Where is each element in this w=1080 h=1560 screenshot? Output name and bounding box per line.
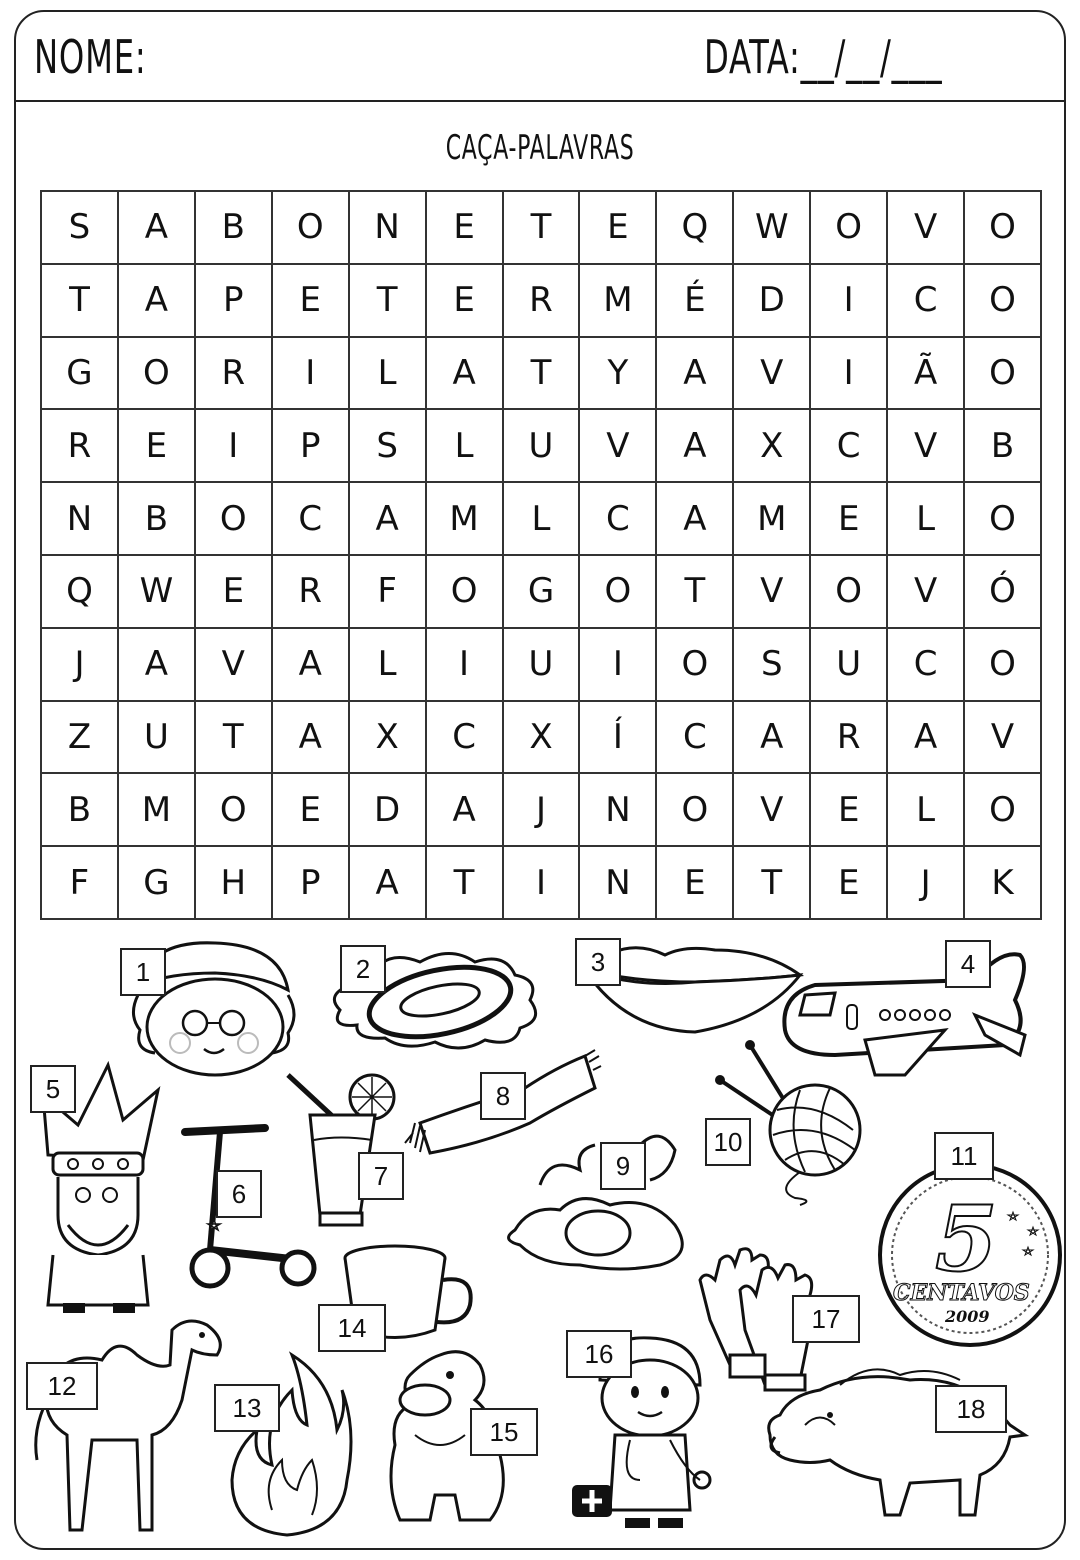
grid-cell: V [888, 192, 965, 265]
grid-cell: L [504, 483, 581, 556]
coin-value: 5 [935, 1186, 998, 1292]
grid-cell: P [196, 265, 273, 338]
grid-cell: A [657, 338, 734, 411]
grid-cell: O [811, 192, 888, 265]
grid-cell: D [734, 265, 811, 338]
grid-cell: V [734, 774, 811, 847]
grid-cell: B [119, 483, 196, 556]
picture-number: 16 [566, 1330, 632, 1378]
grid-cell: K [965, 847, 1042, 920]
picture-number: 13 [214, 1384, 280, 1432]
grid-cell: U [504, 629, 581, 702]
grid-cell: É [657, 265, 734, 338]
grid-cell: I [811, 338, 888, 411]
picture-number: 15 [470, 1408, 538, 1456]
grid-cell: E [273, 265, 350, 338]
grid-cell: I [580, 629, 657, 702]
picture-number: 10 [705, 1118, 751, 1166]
grid-cell: J [504, 774, 581, 847]
grid-cell: A [350, 483, 427, 556]
grid-cell: D [350, 774, 427, 847]
grid-cell: R [811, 702, 888, 775]
grid-cell: B [196, 192, 273, 265]
grid-cell: T [504, 192, 581, 265]
picture-number: 3 [575, 938, 621, 986]
grid-cell: I [427, 629, 504, 702]
name-label: NOME: [34, 30, 147, 84]
grid-cell: Q [657, 192, 734, 265]
grid-cell: O [965, 483, 1042, 556]
grid-cell: L [427, 410, 504, 483]
grid-cell: C [888, 629, 965, 702]
grid-cell: P [273, 410, 350, 483]
grid-cell: Í [580, 702, 657, 775]
grid-cell: T [657, 556, 734, 629]
grid-cell: A [657, 483, 734, 556]
grid-cell: O [196, 774, 273, 847]
header-divider [14, 100, 1066, 102]
grid-cell: G [42, 338, 119, 411]
picture-number: 8 [480, 1072, 526, 1120]
picture-number: 18 [935, 1385, 1007, 1433]
grid-cell: O [196, 483, 273, 556]
grid-cell: S [350, 410, 427, 483]
grid-cell: O [119, 338, 196, 411]
grid-cell: U [119, 702, 196, 775]
grid-cell: T [734, 847, 811, 920]
grid-cell: H [196, 847, 273, 920]
grid-cell: C [580, 483, 657, 556]
grid-cell: R [196, 338, 273, 411]
grid-cell: E [196, 556, 273, 629]
fire-icon [222, 1350, 352, 1540]
grid-cell: O [965, 774, 1042, 847]
grid-cell: R [273, 556, 350, 629]
grid-cell: V [734, 338, 811, 411]
grid-cell: Z [42, 702, 119, 775]
grid-cell: V [888, 410, 965, 483]
grid-cell: L [350, 338, 427, 411]
picture-number: 1 [120, 948, 166, 996]
fried-egg-icon [500, 1115, 695, 1275]
grid-cell: A [657, 410, 734, 483]
grid-cell: V [734, 556, 811, 629]
grid-cell: A [427, 774, 504, 847]
grid-cell: A [119, 629, 196, 702]
grid-cell: E [427, 265, 504, 338]
grid-cell: N [580, 774, 657, 847]
grid-cell: N [350, 192, 427, 265]
grid-cell: B [42, 774, 119, 847]
grid-cell: X [734, 410, 811, 483]
grid-cell: C [427, 702, 504, 775]
grid-cell: F [42, 847, 119, 920]
grid-cell: Ó [965, 556, 1042, 629]
grid-cell: X [350, 702, 427, 775]
grid-cell: A [888, 702, 965, 775]
grid-cell: Y [580, 338, 657, 411]
picture-number: 6 [216, 1170, 262, 1218]
grid-cell: T [42, 265, 119, 338]
grid-cell: V [196, 629, 273, 702]
grid-cell: E [811, 774, 888, 847]
grid-cell: E [811, 483, 888, 556]
grid-cell: I [196, 410, 273, 483]
grid-cell: I [273, 338, 350, 411]
grid-cell: X [504, 702, 581, 775]
grid-cell: J [888, 847, 965, 920]
grid-cell: E [273, 774, 350, 847]
grid-cell: M [119, 774, 196, 847]
grid-cell: E [657, 847, 734, 920]
coin-icon [875, 1160, 1065, 1350]
grid-cell: V [965, 702, 1042, 775]
grid-cell: R [42, 410, 119, 483]
grid-cell: O [580, 556, 657, 629]
page-title: CAÇA-PALAVRAS [445, 128, 635, 168]
grid-cell: L [350, 629, 427, 702]
grid-cell: Q [42, 556, 119, 629]
picture-number: 2 [340, 945, 386, 993]
grid-cell: O [965, 265, 1042, 338]
grid-cell: O [657, 629, 734, 702]
grid-cell: A [119, 192, 196, 265]
grid-cell: C [273, 483, 350, 556]
grid-cell: T [427, 847, 504, 920]
grid-cell: B [965, 410, 1042, 483]
grid-cell: A [734, 702, 811, 775]
word-search-grid [40, 190, 1042, 920]
grid-cell: I [811, 265, 888, 338]
grid-cell: G [504, 556, 581, 629]
grid-cell: G [119, 847, 196, 920]
grid-cell: W [734, 192, 811, 265]
grid-cell: T [350, 265, 427, 338]
date-label: DATA:__/__/___ [704, 30, 943, 84]
camel-icon [22, 1310, 232, 1540]
grid-cell: O [965, 338, 1042, 411]
grid-cell: U [811, 629, 888, 702]
grid-cell: O [273, 192, 350, 265]
juice-glass-icon [280, 1065, 400, 1235]
grid-cell: J [42, 629, 119, 702]
picture-number: 12 [26, 1362, 98, 1410]
grid-cell: O [811, 556, 888, 629]
grid-cell: L [888, 774, 965, 847]
grid-cell: A [273, 629, 350, 702]
grid-cell: S [734, 629, 811, 702]
grid-cell: R [504, 265, 581, 338]
grid-cell: E [811, 847, 888, 920]
picture-number: 7 [358, 1152, 404, 1200]
grid-cell: T [196, 702, 273, 775]
grid-cell: E [427, 192, 504, 265]
grid-cell: V [580, 410, 657, 483]
grid-cell: O [427, 556, 504, 629]
grid-cell: P [273, 847, 350, 920]
grid-cell: V [888, 556, 965, 629]
picture-number: 4 [945, 940, 991, 988]
grid-cell: A [119, 265, 196, 338]
picture-number: 17 [792, 1295, 860, 1343]
grid-cell: N [42, 483, 119, 556]
picture-number: 11 [934, 1132, 994, 1180]
grid-cell: A [350, 847, 427, 920]
grid-cell: Ã [888, 338, 965, 411]
grid-cell: L [888, 483, 965, 556]
picture-number: 9 [600, 1142, 646, 1190]
coin-word: CENTAVOS [893, 1280, 1030, 1306]
grid-cell: U [504, 410, 581, 483]
grid-cell: T [504, 338, 581, 411]
grid-cell: C [888, 265, 965, 338]
grid-cell: A [273, 702, 350, 775]
grid-cell: C [657, 702, 734, 775]
grid-cell: S [42, 192, 119, 265]
grid-cell: M [734, 483, 811, 556]
grid-cell: O [657, 774, 734, 847]
grid-cell: W [119, 556, 196, 629]
grid-cell: C [811, 410, 888, 483]
coin-year: 2009 [945, 1307, 990, 1326]
grid-cell: O [965, 629, 1042, 702]
picture-number: 14 [318, 1304, 386, 1352]
grid-cell: O [965, 192, 1042, 265]
grid-cell: E [580, 192, 657, 265]
grid-cell: M [427, 483, 504, 556]
grid-cell: N [580, 847, 657, 920]
grid-cell: M [580, 265, 657, 338]
grid-cell: E [119, 410, 196, 483]
grid-cell: A [427, 338, 504, 411]
grid-cell: F [350, 556, 427, 629]
picture-number: 5 [30, 1065, 76, 1113]
grid-cell: I [504, 847, 581, 920]
